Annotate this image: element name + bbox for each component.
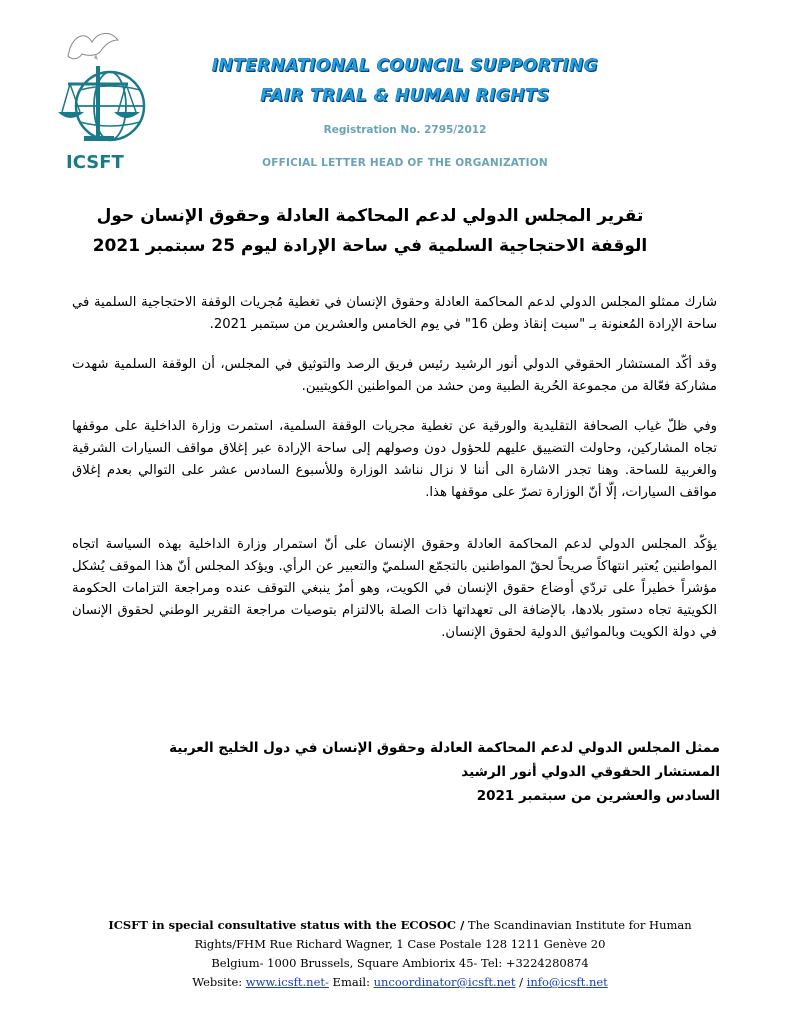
organization-name-line1: INTERNATIONAL COUNCIL SUPPORTING [211, 56, 599, 76]
footer-status-bold: ICSFT in special consultative status with the ECOSOC / [108, 918, 465, 932]
paragraph-4: يؤكّد المجلس الدولي لدعم المحاكمة العادلة وحقوق الإنسان على أنّ استمرار وزارة الداخلية بهذه السياسة اتجاه المواطنين يُعتبر انتهاكاً صريحاً لحقّ المواطنين بالتجمّع السلميّ والتعبير عن الرأي. ويؤكد المجلس أنّ هذا الموقف يُشكل مؤشراً خطيراً على تردّي أوضاع حقوق الإنسان في الكويت، وهو أمرٌ ينبغي التوقف عنده ومراجعة التزامات الحكومة الكويتية تجاه دستور بلادها، بالإضافة الى تعهداتها ذات الصلة بالالتزام بتوصيات مراجعة التقرير الوطني لحقوق الإنسان في دولة الكويت وبالمواثيق الدولية لحقوق الإنسان. [72, 537, 717, 640]
signature-date: السادس والعشرين من سبتمبر 2021 [476, 788, 720, 804]
report-title-line1: تقرير المجلس الدولي لدعم المحاكمة العادلة وحقوق الإنسان حول [96, 206, 644, 226]
footer-line-2: Rights/FHM Rue Richard Wagner, 1 Case Postale 128 1211 Genève 20 [194, 937, 606, 951]
signature-title: ممثل المجلس الدولي لدعم المحاكمة العادلة وحقوق الإنسان في دول الخليج العربية [169, 740, 720, 756]
scales-globe-logo-icon [52, 26, 162, 176]
paragraph-1: شارك ممثلو المجلس الدولي لدعم المحاكمة العادلة وحقوق الإنسان في تغطية مُجريات الوقفة الاحتجاجية السلمية في ساحة الإرادة المُعنونة بـ "سبت إنقاذ وطن 16" في يوم الخامس والعشرين من سبتمبر 2021. [72, 295, 717, 332]
footer-institute: The Scandinavian Institute for Human [464, 918, 692, 932]
footer-line-3: Belgium- 1000 Brussels, Square Ambiorix 45- Tel: +3224280874 [211, 956, 589, 970]
website-link[interactable]: www.icsft.net- [245, 975, 329, 989]
footer-line-4 [80, 973, 720, 992]
organization-name-line2: FAIR TRIAL & HUMAN RIGHTS [260, 86, 550, 106]
footer [80, 916, 720, 992]
registration-number: Registration No. 2795/2012 [323, 124, 487, 136]
email-separator: / [515, 975, 527, 989]
official-letterhead-label: OFFICIAL LETTER HEAD OF THE ORGANIZATION [262, 157, 548, 169]
footer-line-1 [80, 916, 720, 935]
paragraph-3: وفي ظلّ غياب الصحافة التقليدية والورقية عن تغطية مجريات الوقفة السلمية، استمرت وزارة الداخلية على موقفها تجاه المشاركين، وحاولت التضييق عليهم للحؤول دون وصولهم إلى ساحة الإرادة عبر إغلاق مواقف السيارات الشرقية والغربية للساحة. وهنا تجدر الاشارة الى أننا لا نزال نناشد الوزارة وللأسبوع السادس عشر على التوالي بعدم إغلاق مواقف السيارات، إلّا أنّ الوزارة تصرّ على موقفها هذا. [72, 419, 717, 500]
paragraph-2: وقد أكّد المستشار الحقوقي الدولي أنور الرشيد رئيس فريق الرصد والتوثيق في المجلس، أن الوقفة السلمية شهدت مشاركة فعّالة من مجموعة الحُرية الطبية ومن حشد من المواطنين الكويتيين. [72, 357, 717, 394]
email-link-info[interactable]: info@icsft.net [526, 975, 608, 989]
website-label: Website: [192, 975, 246, 989]
report-title-line2: الوقفة الاحتجاجية السلمية في ساحة الإرادة ليوم 25 سبتمبر 2021 [92, 236, 648, 256]
svg-text:ICSFT: ICSFT [66, 152, 124, 173]
email-link-coordinator[interactable]: uncoordinator@icsft.net [373, 975, 516, 989]
email-label: Email: [328, 975, 374, 989]
organization-logo [52, 26, 162, 176]
signature-name: المستشار الحقوقي الدولي أنور الرشيد [461, 764, 720, 780]
